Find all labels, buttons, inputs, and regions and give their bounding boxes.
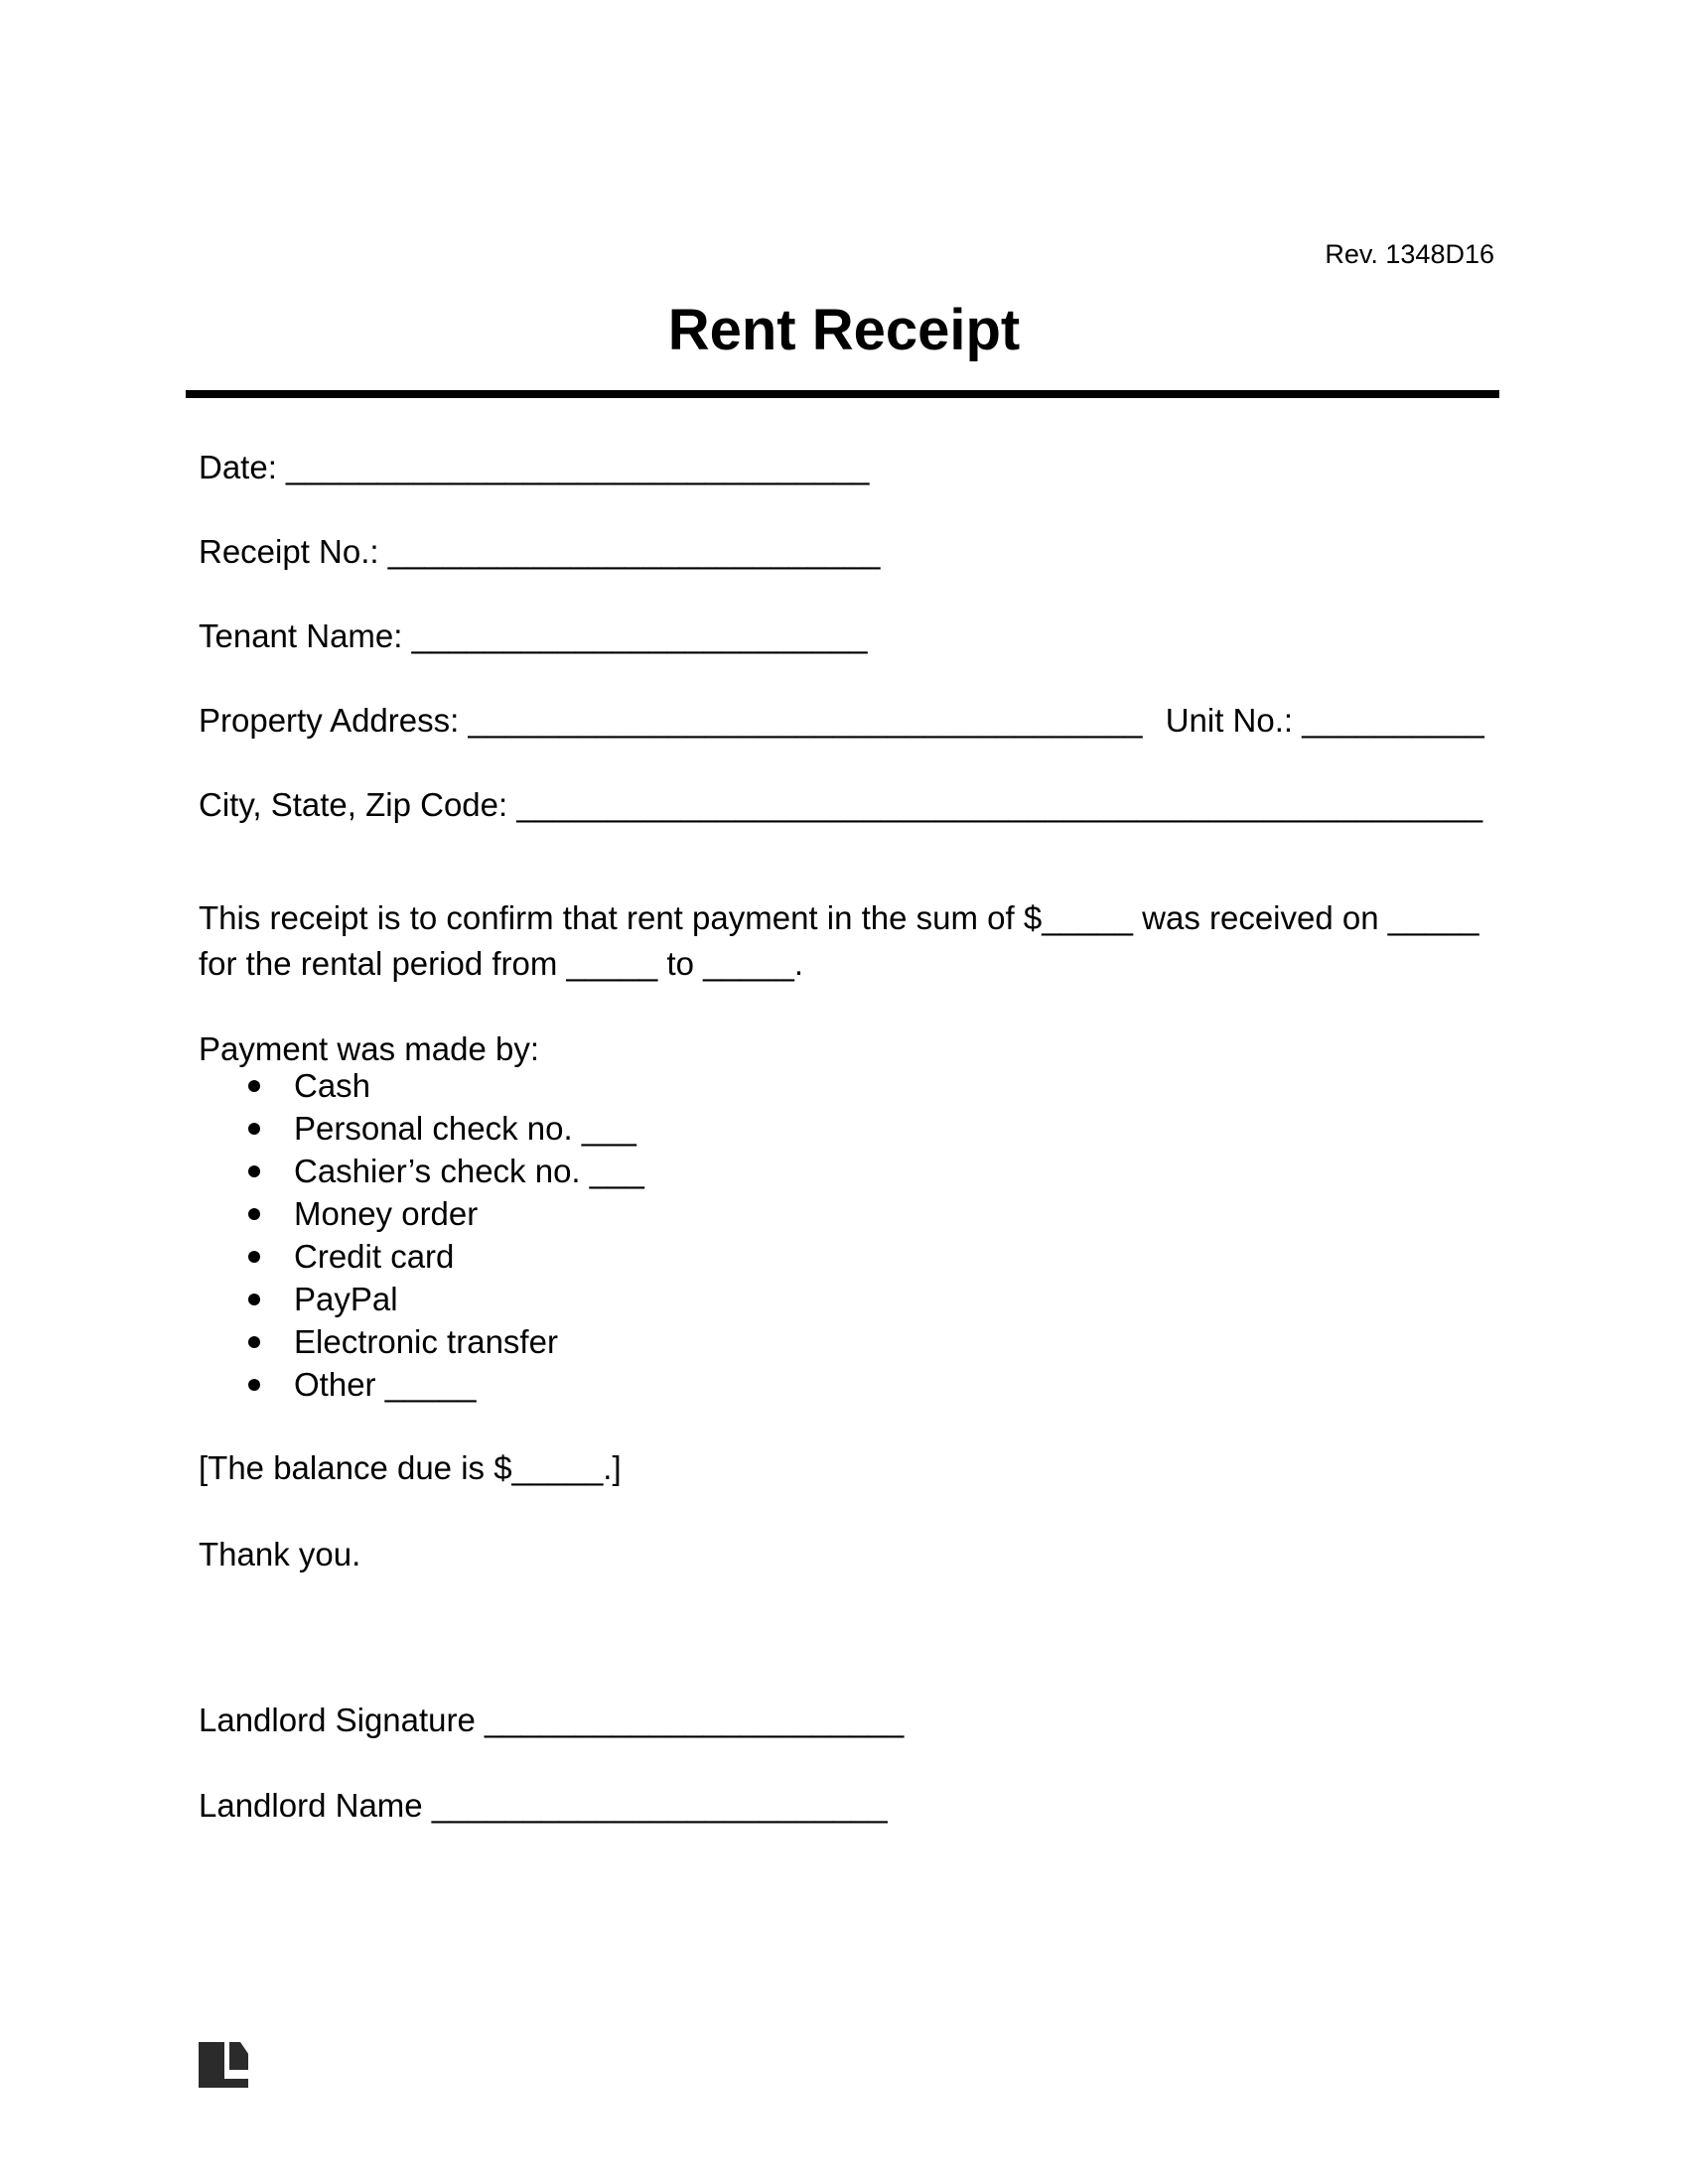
landlord-name-field	[199, 1787, 888, 1825]
bullet-icon	[248, 1379, 260, 1391]
payment-method-item	[199, 1278, 644, 1320]
landlord-name-blank: _________________________	[431, 1787, 888, 1824]
payment-method-item	[199, 1064, 644, 1107]
legal-templates-logo	[199, 2042, 248, 2088]
date-blank: ________________________________	[286, 449, 870, 485]
receipt-no-field	[199, 533, 880, 571]
payment-method-label: Money order	[294, 1195, 479, 1232]
tenant-name-label: Tenant Name:	[199, 617, 403, 654]
property-address-field	[199, 702, 1484, 740]
city-state-zip-label: City, State, Zip Code:	[199, 786, 508, 823]
payment-method-label: Electronic transfer	[294, 1323, 558, 1360]
page-title: Rent Receipt	[667, 298, 1021, 362]
logo-bottom-bar-shape	[199, 2079, 248, 2088]
payment-method-list	[199, 1064, 644, 1406]
balance-note: [The balance due is $_____.]	[199, 1449, 622, 1486]
landlord-signature-blank: _______________________	[485, 1702, 905, 1738]
property-address-blank: _____________________________________	[468, 702, 1143, 739]
confirmation-paragraph: This receipt is to confirm that rent payment in the sum of $_____ was received on _____ for the rental period from _____ to _____.	[199, 899, 1479, 982]
thank-you-note: Thank you.	[199, 1536, 361, 1572]
bullet-icon	[248, 1251, 260, 1263]
receipt-no-label: Receipt No.:	[199, 533, 379, 570]
property-address-label: Property Address:	[199, 702, 460, 739]
payment-method-item	[199, 1363, 644, 1406]
city-state-zip-field	[199, 786, 1482, 824]
payment-method-item	[199, 1235, 644, 1278]
receipt-no-blank: ___________________________	[387, 533, 881, 570]
payment-method-item	[199, 1192, 644, 1235]
unit-no-label: Unit No.:	[1165, 702, 1294, 739]
bullet-icon	[248, 1336, 260, 1348]
payment-method-label: Personal check no. ___	[294, 1110, 636, 1147]
payment-method-intro: Payment was made by:	[199, 1030, 539, 1067]
bullet-icon	[248, 1080, 260, 1092]
city-state-zip-blank: _____________________________________________________	[516, 786, 1483, 823]
logo-page-shape	[229, 2042, 248, 2070]
unit-no-blank: __________	[1302, 702, 1484, 739]
landlord-name-label: Landlord Name	[199, 1787, 423, 1824]
payment-method-item	[199, 1150, 644, 1192]
payment-method-item	[199, 1107, 644, 1150]
landlord-signature-field	[199, 1702, 904, 1739]
bullet-icon	[248, 1165, 260, 1177]
payment-method-label: Cashier’s check no. ___	[294, 1153, 644, 1189]
payment-method-label: Other _____	[294, 1366, 477, 1403]
bullet-icon	[248, 1123, 260, 1135]
landlord-signature-label: Landlord Signature	[199, 1702, 476, 1738]
payment-method-label: Cash	[294, 1067, 371, 1104]
tenant-name-field	[199, 617, 867, 655]
title-rule	[186, 390, 1499, 398]
revision-number: Rev. 1348D16	[1325, 239, 1494, 269]
payment-method-label: Credit card	[294, 1238, 455, 1275]
date-field	[199, 449, 869, 486]
payment-method-label: PayPal	[294, 1281, 398, 1317]
date-label: Date:	[199, 449, 277, 485]
bullet-icon	[248, 1208, 260, 1220]
payment-method-item	[199, 1320, 644, 1363]
tenant-name-blank: _________________________	[411, 617, 868, 654]
bullet-icon	[248, 1294, 260, 1305]
